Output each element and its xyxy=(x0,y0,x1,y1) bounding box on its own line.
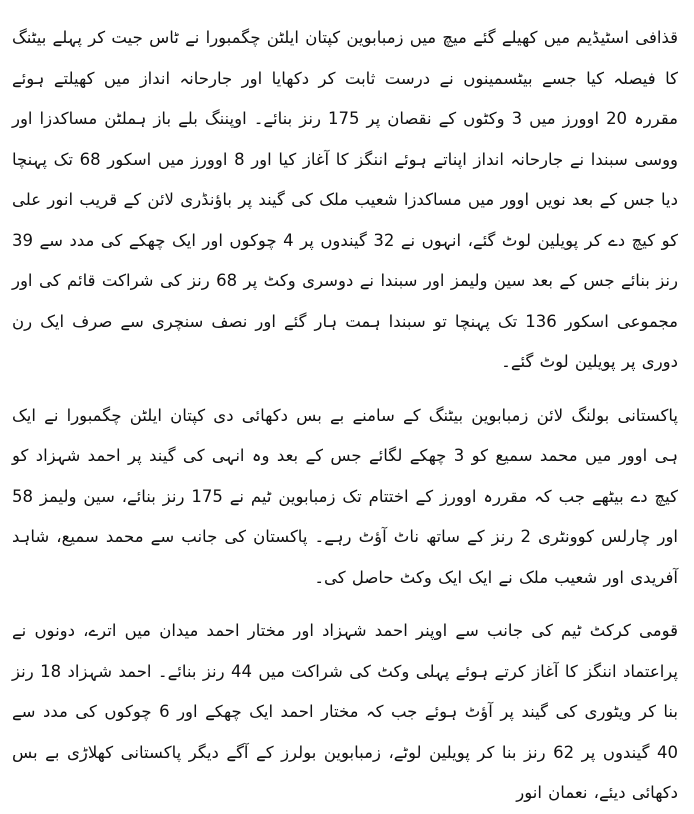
article-paragraph-1: قذافی اسٹیڈیم میں کھیلے گئے میچ میں زمبابوین کپتان ایلٹن چگمبورا نے ٹاس جیت کر پہلے بیٹنگ کا فیصلہ کیا جسے بیٹسمینوں نے درست ثابت کر دکھایا اور جارحانہ انداز میں کھیلتے ہوئے مقررہ 20 اوورز میں 3 وکٹوں کے نقصان پر 175 رنز بنائے۔ اوپننگ بلے باز ہملٹن مساکدزا اور ووسی سبندا نے جارحانہ انداز اپناتے ہوئے اننگز کا آغاز کیا اور 8 اوورز میں اسکور 68 تک پہنچا دیا جس کے بعد نویں اوور میں مساکدزا شعیب ملک کی گیند پر باؤنڈری لائن کے قریب انور علی کو کیچ دے کر پویلین لوٹ گئے، انہوں نے 32 گیندوں پر 4 چوکوں اور ایک چھکے کی مدد سے 39 رنز بنائے جس کے بعد سین ولیمز اور سبندا نے دوسری وکٹ پر 68 رنز کی شراکت قائم کی اور مجموعی اسکور 136 تک پہنچا تو سبندا ہمت ہار گئے اور نصف سنچری سے صرف ایک رن دوری پر پویلین لوٹ گئے۔ xyxy=(12,28,679,371)
article-paragraph-3: قومی کرکٹ ٹیم کی جانب سے اوپنر احمد شہزاد اور مختار احمد میدان میں اترے، دونوں نے پراعتماد اننگز کا آغاز کرتے ہوئے پہلی وکٹ کی شراکت میں 44 رنز بنائے۔ احمد شہزاد 18 رنز بنا کر ویٹوری کی گیند پر آؤٹ ہوئے جب کہ مختار احمد ایک چھکے اور 6 چوکوں کی مدد سے 40 گیندوں پر 62 رنز بنا کر پویلین لوٹے، زمبابوین بولرز کے آگے دیگر پاکستانی کھلاڑی بے بس دکھائی دیئے، نعمان انور xyxy=(12,621,678,802)
article-paragraph-2: پاکستانی بولنگ لائن زمبابوین بیٹنگ کے سامنے بے بس دکھائی دی کپتان ایلٹن چگمبورا نے ایک ہی اوور میں محمد سمیع کو 3 چھکے لگائے جس کے بعد وہ انہی کی گیند پر احمد شہزاد کو کیچ دے بیٹھے جب کہ مقررہ اوورز کے اختتام تک زمبابوین ٹیم نے 175 رنز بنائے، سین ولیمز 58 اور چارلس کوونٹری 2 رنز کے ساتھ ناٹ آؤٹ رہے۔ پاکستان کی جانب سے محمد سمیع، شاہد آفریدی اور شعیب ملک نے ایک ایک وکٹ حاصل کی۔ xyxy=(12,405,679,587)
news-article xyxy=(12,18,678,814)
